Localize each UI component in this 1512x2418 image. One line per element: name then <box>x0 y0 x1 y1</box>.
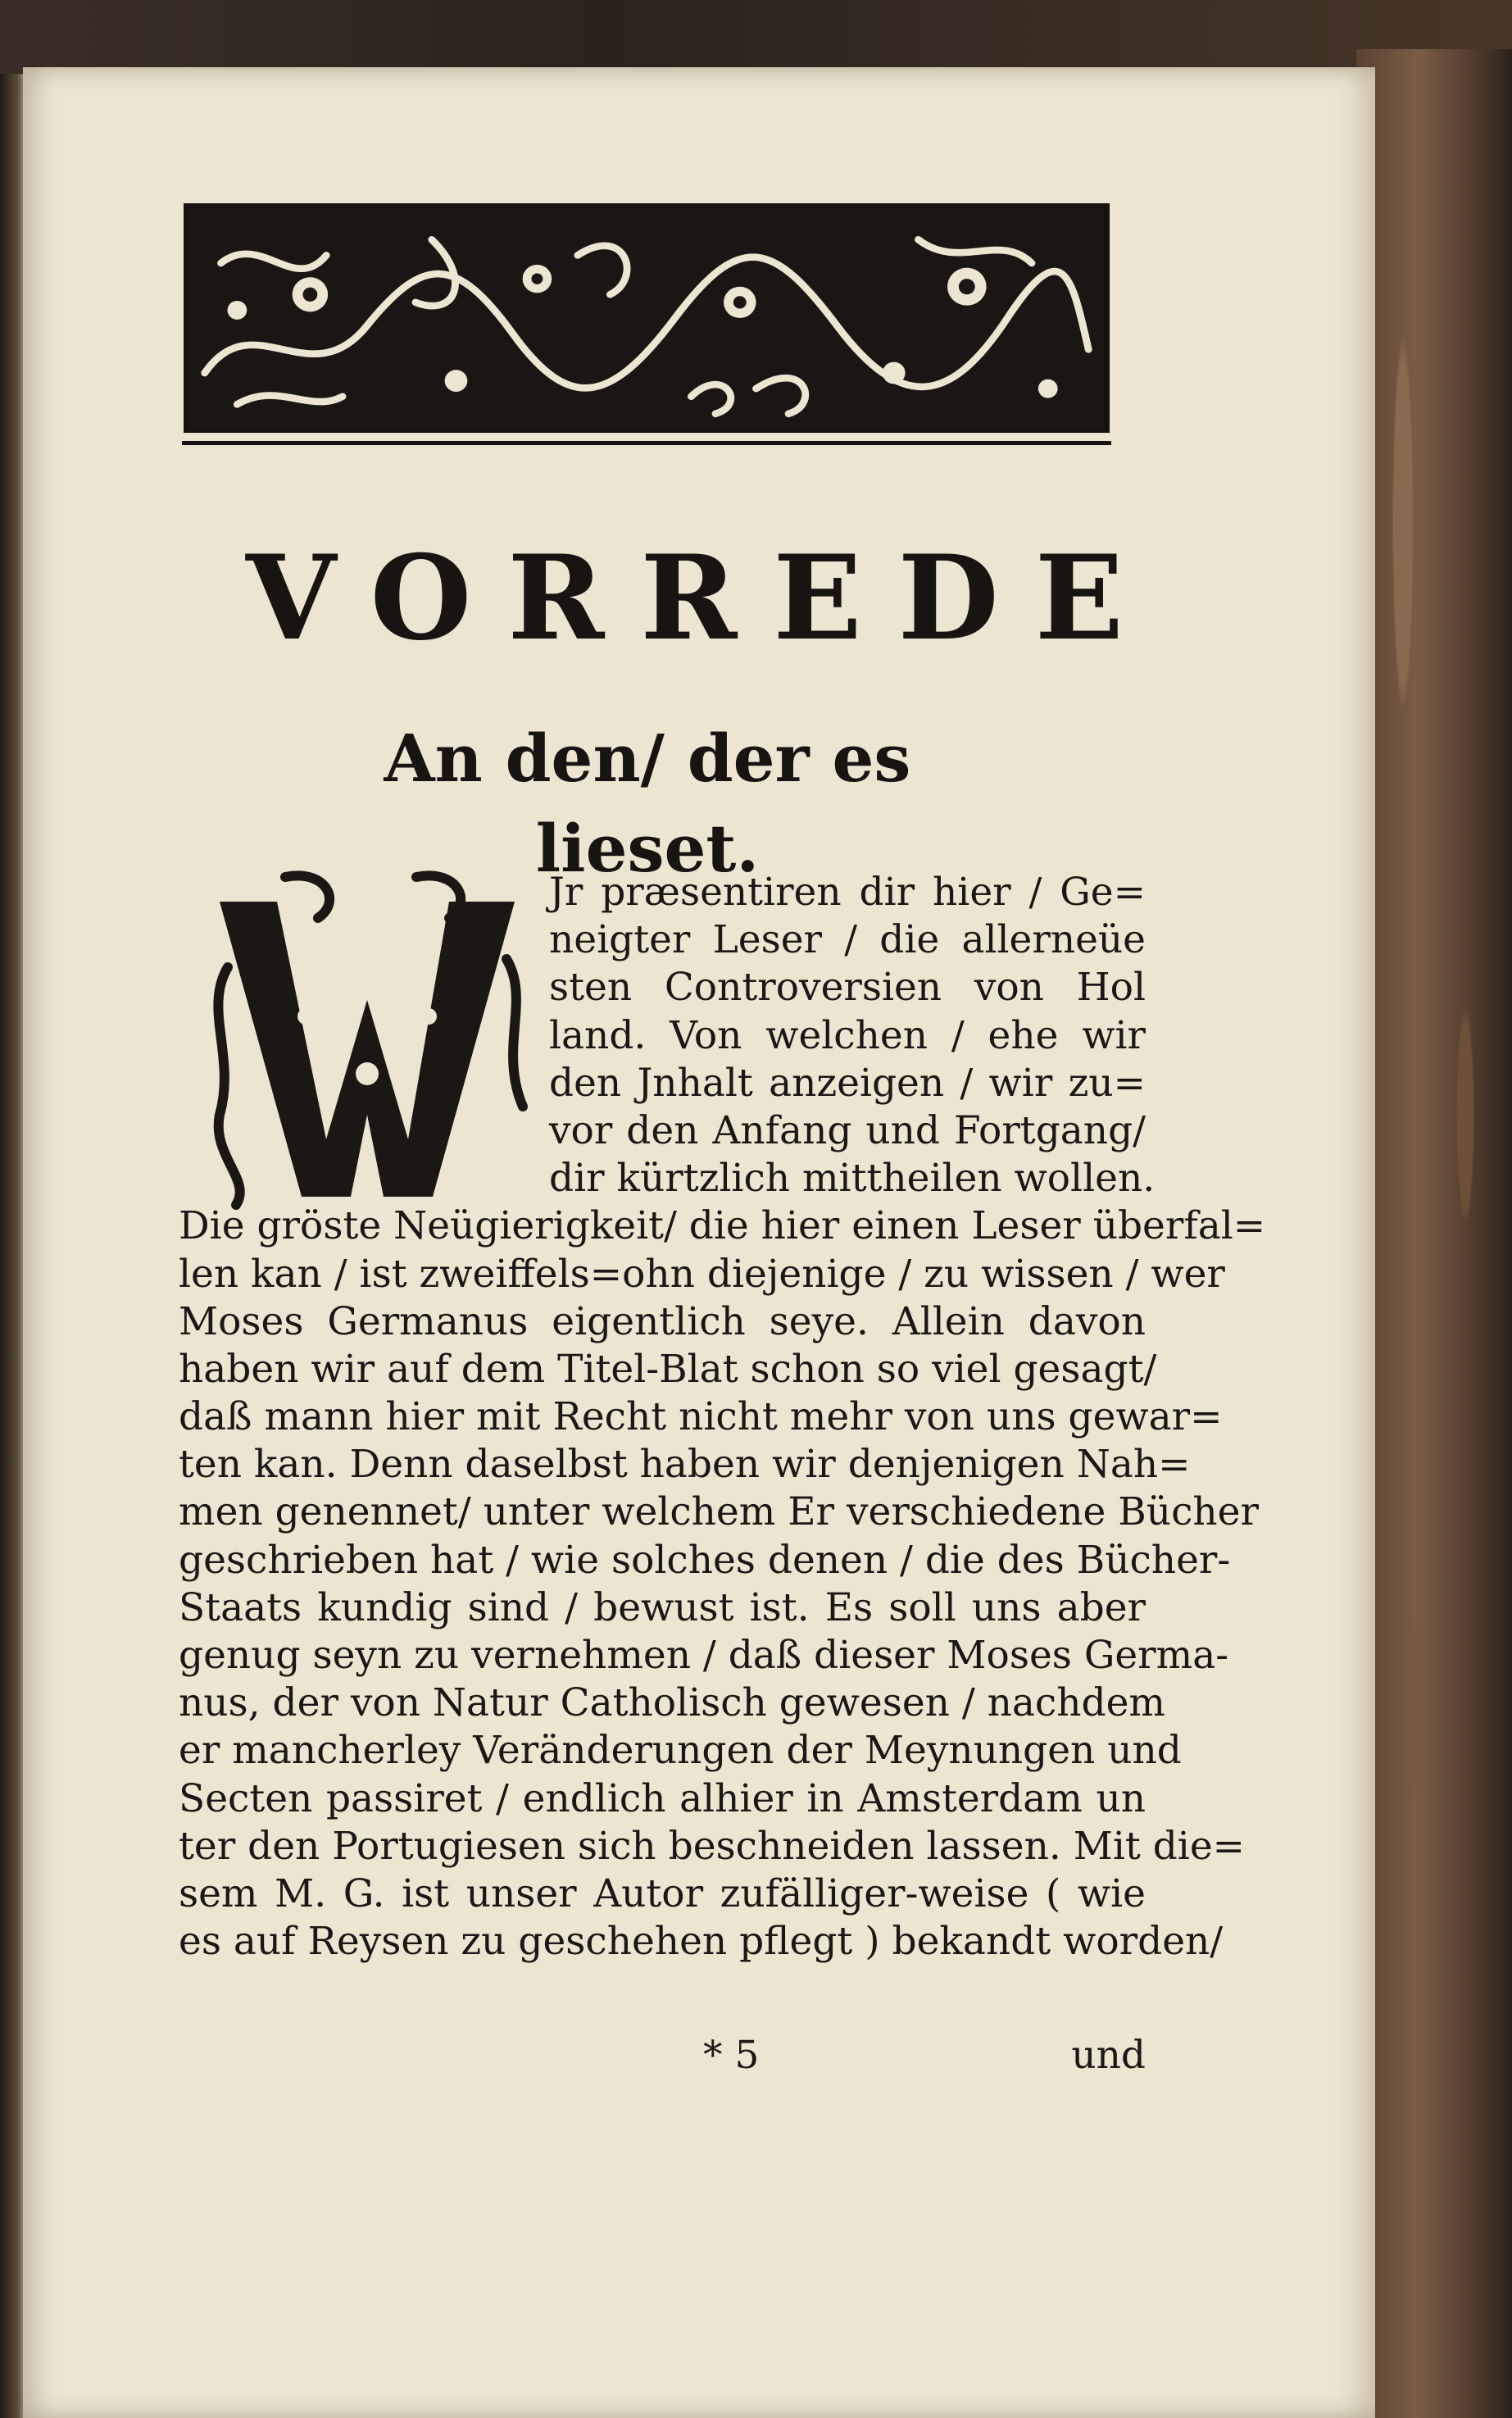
ornamental-headpiece <box>184 203 1110 433</box>
headpiece-rule <box>182 441 1111 445</box>
page-footer <box>179 2033 1146 2090</box>
text-line: haben wir auf dem Titel-Blat schon so viel gesagt/ <box>179 1346 1157 1392</box>
text-line: es auf Reysen zu geschehen pflegt ) bekandt worden/ <box>179 1919 1224 1965</box>
text-line: sem M. G. ist unser Autor zufälliger-weise ( wie <box>179 1870 1146 1916</box>
page-title: VORREDE <box>246 530 1160 666</box>
signature-mark: * 5 <box>703 2033 760 2078</box>
body-text <box>179 869 1266 1966</box>
text-line: genug seyn zu vernehmen / daß dieser Moses Germa- <box>179 1633 1229 1678</box>
text-line: er mancherley Veränderungen der Meynungen und <box>179 1728 1182 1774</box>
text-line: land. Von welchen / ehe wir <box>549 1012 1146 1058</box>
text-line: geschrieben hat / wie solches denen / die des Bücher- <box>179 1537 1231 1583</box>
text-line: dir kürtzlich mittheilen wollen. <box>549 1156 1156 1202</box>
text-line: neigter Leser / die allerneüe <box>549 917 1146 963</box>
text-line: vor den Anfang und Fortgang/ <box>549 1107 1146 1153</box>
text-line: Secten passiret / endlich alhier in Amsterdam un <box>179 1775 1146 1821</box>
text-line: sten Controversien von Hol <box>549 965 1146 1011</box>
text-line: daß mann hier mit Recht nicht mehr von uns gewar= <box>179 1394 1223 1440</box>
text-line: Die gröste Neügierigkeit/ die hier einen Leser überfal= <box>179 1203 1266 1249</box>
text-line: ten kan. Denn daselbst haben wir denjenigen Nah= <box>179 1442 1191 1488</box>
headpiece-ornament-image <box>188 208 1105 428</box>
text-line: nus, der von Natur Catholisch gewesen / nachdem <box>179 1680 1165 1726</box>
leather-cover <box>1356 49 1512 2418</box>
text-line: men genennet/ unter welchem Er verschiedene Bücher <box>179 1489 1259 1535</box>
text-line: ter den Portugiesen sich beschneiden lassen. Mit die= <box>179 1823 1246 1869</box>
text-line: Staats kundig sind / bewust ist. Es soll uns aber <box>179 1584 1146 1630</box>
text-line: len kan / ist zweiffels=ohn diejenige / zu wissen / wer <box>179 1251 1225 1297</box>
catchword: und <box>1071 2033 1146 2078</box>
text-line: den Jnhalt anzeigen / wir zu= <box>549 1060 1146 1106</box>
text-line: Moses Germanus eigentlich seye. Allein davon <box>179 1298 1146 1344</box>
page-subtitle: An den/ der es lieset. <box>384 720 911 887</box>
text-line: Jr præsentiren dir hier / Ge= <box>549 870 1146 915</box>
